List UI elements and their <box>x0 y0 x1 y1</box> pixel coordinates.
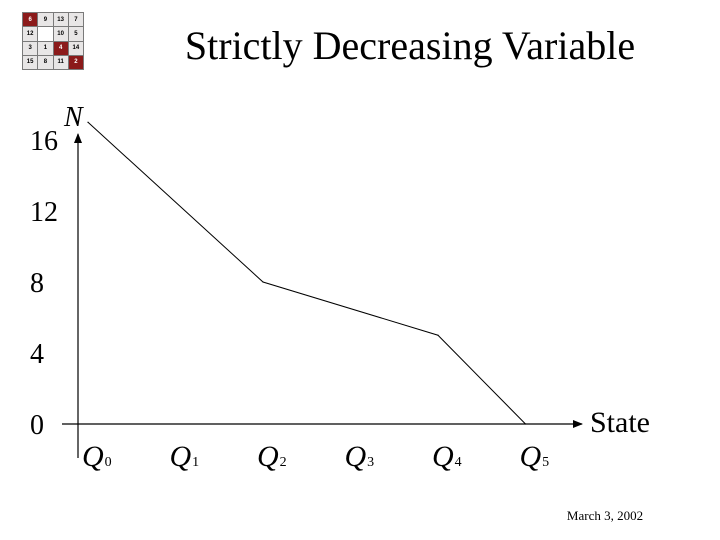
logo-tile: 12 <box>23 27 37 40</box>
y-tick-label: 8 <box>30 268 44 299</box>
x-axis-label: State <box>590 406 650 439</box>
logo-tile: 15 <box>23 56 37 69</box>
logo-tile: 10 <box>54 27 68 40</box>
x-tick-labels <box>82 440 549 473</box>
x-tick-label: Q0 <box>82 440 112 473</box>
data-point <box>87 122 88 123</box>
y-tick-label: 4 <box>30 339 44 370</box>
y-tick-label: 0 <box>30 410 44 441</box>
logo-tile: 1 <box>38 42 52 55</box>
data-point <box>262 281 263 282</box>
logo-tile: 11 <box>54 56 68 69</box>
x-tick-label: Q1 <box>169 440 200 473</box>
x-tick-label: Q4 <box>432 440 462 473</box>
data-point <box>437 335 438 336</box>
slide-title: Strictly Decreasing Variable <box>184 23 636 68</box>
logo-tile: 14 <box>69 42 83 55</box>
y-tick-label: 16 <box>30 126 58 157</box>
logo-tile: 6 <box>23 13 37 26</box>
footer-date: March 3, 2002 <box>566 508 644 523</box>
logo-tile: 5 <box>69 27 83 40</box>
x-tick-label: Q2 <box>257 440 287 473</box>
x-tick-label: Q5 <box>519 440 550 473</box>
logo-tile: 8 <box>38 56 52 69</box>
x-tick-label: Q3 <box>344 440 375 473</box>
logo-tile: 2 <box>69 56 83 69</box>
series-group <box>87 122 526 425</box>
series-line <box>88 122 526 424</box>
logo-tile: 4 <box>54 42 68 55</box>
logo-tile: 7 <box>69 13 83 26</box>
y-tick-label: 12 <box>30 197 58 228</box>
y-tick-labels <box>30 126 58 441</box>
data-point <box>525 423 526 424</box>
logo-tile: 3 <box>23 42 37 55</box>
logo-tile: 13 <box>54 13 68 26</box>
y-axis-label: N <box>64 102 83 133</box>
logo-tile: 9 <box>38 13 52 26</box>
